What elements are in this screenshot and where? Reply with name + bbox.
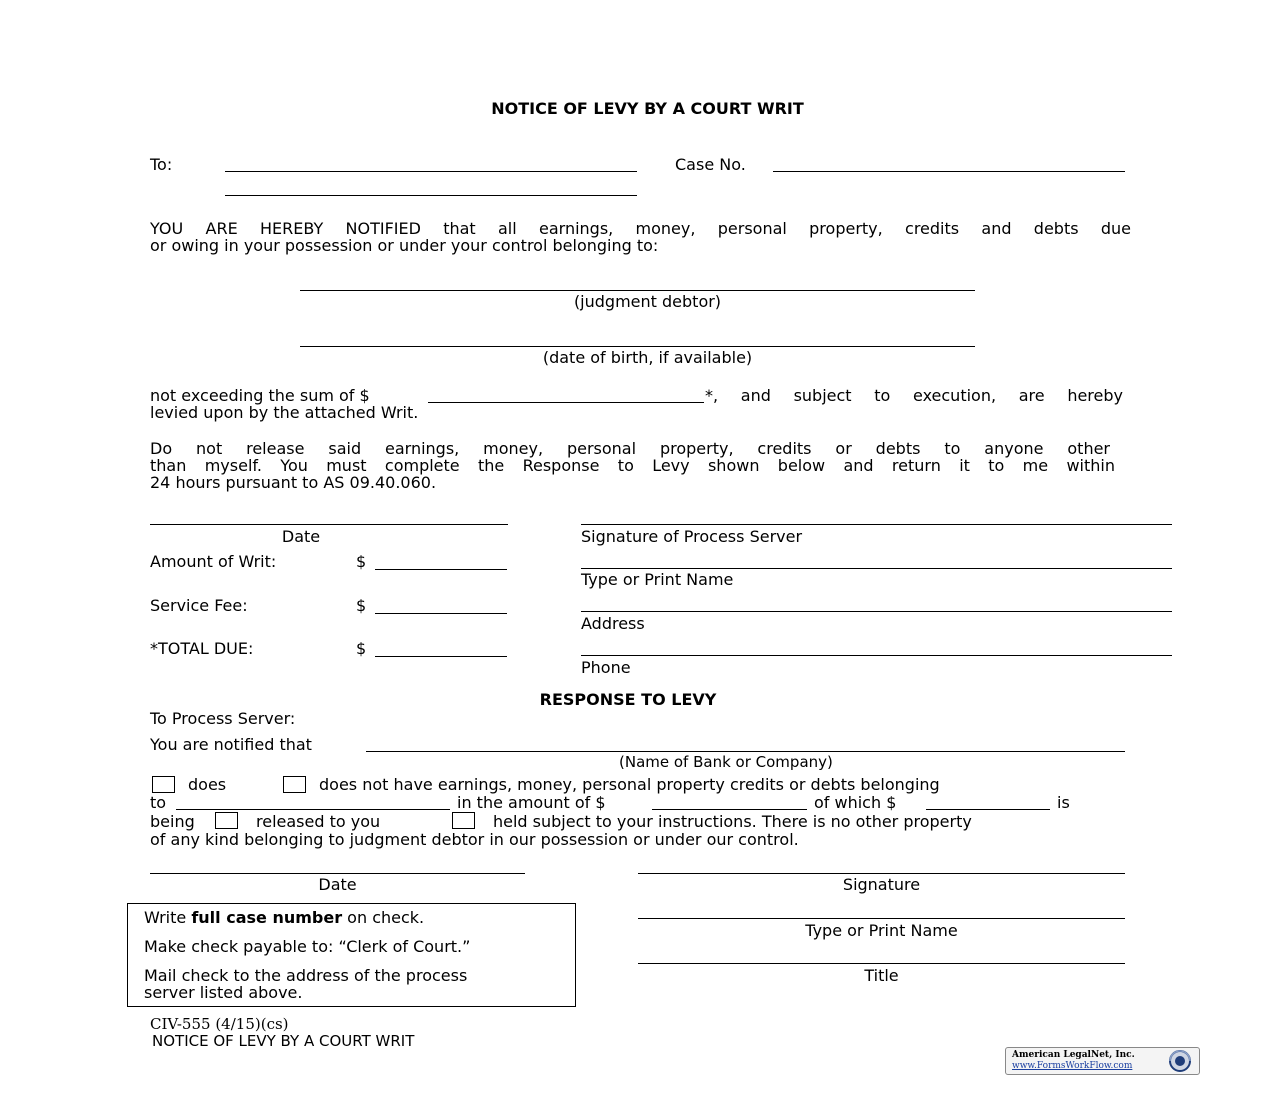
- to-line-1[interactable]: [225, 171, 637, 172]
- server-print-name-label: Type or Print Name: [581, 570, 734, 589]
- instruction-case-number: [144, 909, 424, 926]
- form-code: CIV-555 (4/15)(cs): [150, 1015, 289, 1033]
- instruction-mail-1: Mail check to the address of the process: [144, 966, 468, 985]
- amount-of-writ-label: Amount of Writ:: [150, 552, 277, 571]
- instruction-payable: Make check payable to: “Clerk of Court.”: [144, 937, 471, 956]
- judgment-debtor-line[interactable]: [300, 290, 975, 291]
- is-word: is: [1057, 793, 1070, 812]
- notified-label: You are notified that: [150, 735, 312, 754]
- response-title-label: Title: [864, 966, 899, 985]
- to-line-2[interactable]: [225, 195, 637, 196]
- server-phone-label: Phone: [581, 658, 631, 677]
- total-due-line[interactable]: [375, 656, 507, 657]
- service-fee-line[interactable]: [375, 613, 507, 614]
- does-not-label: does not have earnings, money, personal property credits or debts belonging: [319, 775, 940, 794]
- form-title-footer: NOTICE OF LEVY BY A COURT WRIT: [152, 1032, 415, 1050]
- released-checkbox[interactable]: [215, 812, 238, 829]
- sum-line-2: levied upon by the attached Writ.: [150, 403, 419, 422]
- response-title-line[interactable]: [638, 963, 1125, 964]
- american-legalnet-logo: [1005, 1047, 1200, 1075]
- in-amount-label: in the amount of $: [457, 793, 606, 812]
- to-word: to: [150, 793, 167, 812]
- server-date-line[interactable]: [150, 524, 508, 525]
- page-title: NOTICE OF LEVY BY A COURT WRIT: [491, 99, 804, 118]
- amount-of-writ-line[interactable]: [375, 569, 507, 570]
- case-no-label: Case No.: [675, 155, 746, 174]
- to-label: To:: [150, 155, 173, 174]
- judgment-debtor-caption: (judgment debtor): [573, 292, 722, 311]
- no-other-property-line: of any kind belonging to judgment debtor in our possession or under our control.: [150, 830, 799, 849]
- sum-suffix: *, and subject to execution, are hereby: [705, 386, 1123, 405]
- response-amount-line[interactable]: [652, 809, 807, 810]
- release-line-2: than myself. You must complete the Response to Levy shown below and return it to me within: [150, 456, 1115, 475]
- to-process-server-label: To Process Server:: [150, 709, 296, 728]
- server-signature-label: Signature of Process Server: [581, 527, 803, 546]
- server-address-label: Address: [581, 614, 645, 633]
- server-address-line[interactable]: [581, 611, 1172, 612]
- logo-url[interactable]: www.FormsWorkFlow.com: [1012, 1061, 1133, 1071]
- server-date-label: Date: [281, 527, 321, 546]
- globe-icon: [1166, 1049, 1194, 1073]
- response-print-name-label: Type or Print Name: [805, 921, 958, 940]
- does-checkbox[interactable]: [152, 776, 175, 793]
- bank-name-line[interactable]: [366, 751, 1125, 752]
- total-due-label: *TOTAL DUE:: [150, 639, 254, 658]
- amount-dollar-sign: $: [356, 552, 367, 571]
- belonging-to-line[interactable]: [176, 809, 450, 810]
- instruction-mail-2: server listed above.: [144, 983, 303, 1002]
- response-title: RESPONSE TO LEVY: [539, 690, 717, 709]
- held-checkbox[interactable]: [452, 812, 475, 829]
- date-of-birth-caption: (date of birth, if available): [542, 348, 753, 367]
- logo-company: American LegalNet, Inc.: [1012, 1050, 1135, 1060]
- response-signature-label: Signature: [842, 875, 921, 894]
- of-which-amount-line[interactable]: [926, 809, 1050, 810]
- notice-line-2: or owing in your possession or under your control belonging to:: [150, 236, 659, 255]
- total-dollar-sign: $: [356, 639, 367, 658]
- instruction-write-bold: full case number: [191, 908, 343, 927]
- date-of-birth-line[interactable]: [300, 346, 975, 347]
- does-not-checkbox[interactable]: [283, 776, 306, 793]
- does-label: does: [188, 775, 227, 794]
- response-signature-line[interactable]: [638, 873, 1125, 874]
- server-phone-line[interactable]: [581, 655, 1172, 656]
- instruction-write-prefix: Write: [144, 908, 192, 927]
- released-label: released to you: [256, 812, 381, 831]
- sum-prefix: not exceeding the sum of $: [150, 386, 370, 405]
- sum-amount-line[interactable]: [428, 402, 704, 403]
- service-fee-label: Service Fee:: [150, 596, 248, 615]
- held-label: held subject to your instructions. There is no other property: [493, 812, 972, 831]
- release-line-1: Do not release said earnings, money, personal property, credits or debts to anyone other: [150, 439, 1110, 458]
- case-no-line[interactable]: [773, 171, 1125, 172]
- server-signature-line[interactable]: [581, 524, 1172, 525]
- server-print-name-line[interactable]: [581, 568, 1172, 569]
- being-word: being: [150, 812, 195, 831]
- release-line-3: 24 hours pursuant to AS 09.40.060.: [150, 473, 437, 492]
- bank-name-caption: (Name of Bank or Company): [619, 753, 833, 771]
- response-date-label: Date: [318, 875, 357, 894]
- of-which-label: of which $: [814, 793, 897, 812]
- response-print-name-line[interactable]: [638, 918, 1125, 919]
- response-date-line[interactable]: [150, 873, 525, 874]
- fee-dollar-sign: $: [356, 596, 367, 615]
- instruction-write-suffix: on check.: [342, 908, 425, 927]
- notice-line-1: YOU ARE HEREBY NOTIFIED that all earnings, money, personal property, credits and debts due: [150, 219, 1131, 238]
